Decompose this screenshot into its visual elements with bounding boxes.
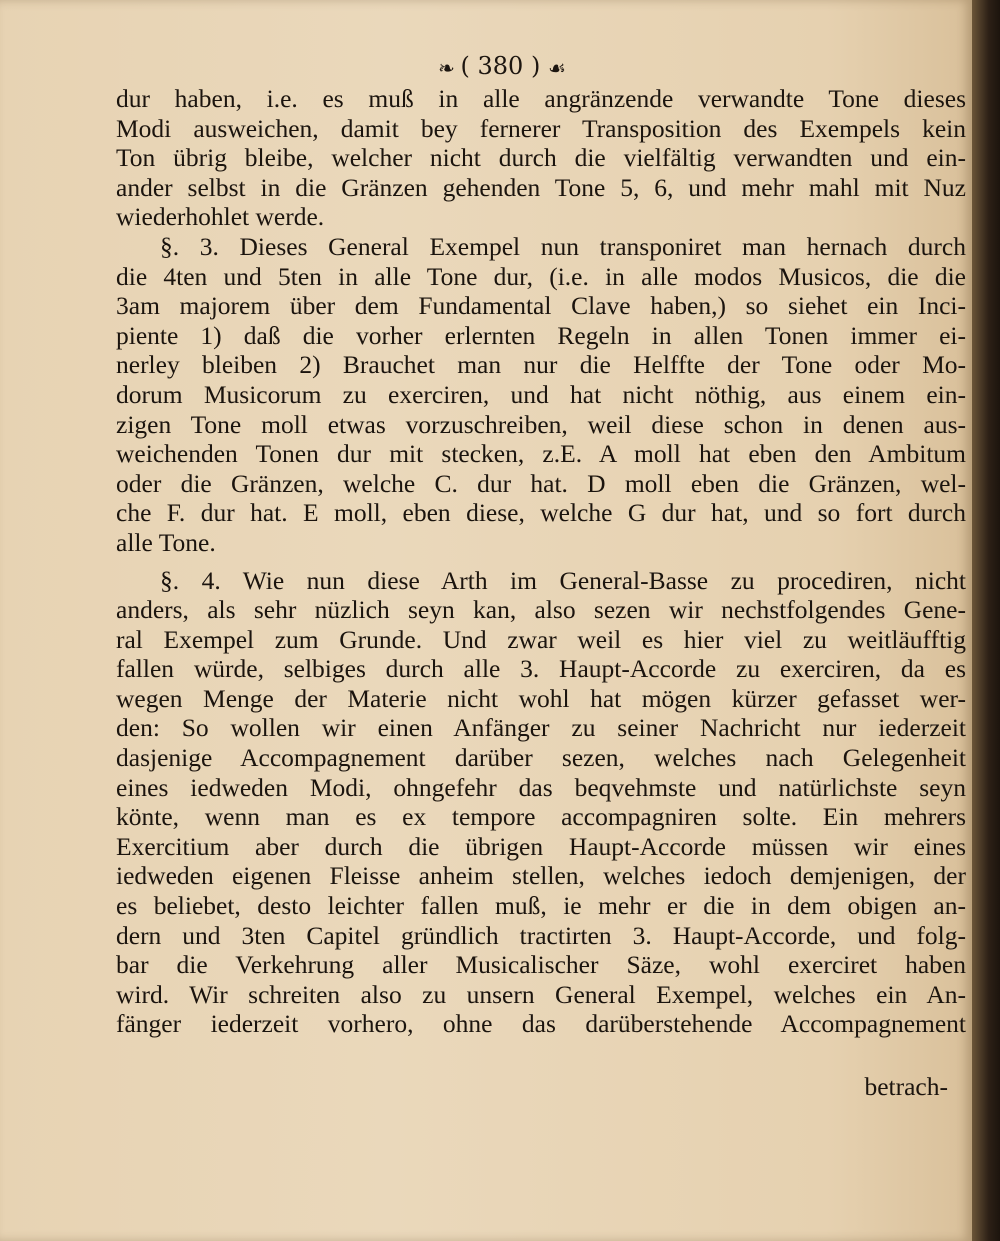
paragraph-2 xyxy=(116,232,966,558)
page-header xyxy=(0,52,972,88)
page-number: ( 380 ) xyxy=(460,52,541,80)
text-line: Ton übrig bleibe, welcher nicht durch die vielfältig verwandten und ein- xyxy=(116,143,966,173)
text-line: fänger iederzeit vorhero, ohne das darüberstehende Accompagnement xyxy=(116,1009,966,1039)
text-line: wiederhohlet werde. xyxy=(116,202,325,232)
text-line: alle Tone. xyxy=(116,527,216,557)
text-line: oder die Gränzen, welche C. dur hat. D moll eben die Gränzen, wel- xyxy=(116,468,966,498)
text-line: ander selbst in die Gränzen gehenden Tone 5, 6, und mehr mahl mit Nuz xyxy=(116,172,966,202)
text-line: §. 3. Dieses General Exempel nun transponiret man hernach durch xyxy=(160,231,966,261)
ornament-left-icon: ❧ xyxy=(438,55,453,80)
text-line: nerley bleiben 2) Brauchet man nur die Helffte der Tone oder Mo- xyxy=(116,350,966,380)
text-line: es beliebet, desto leichter fallen muß, ie mehr er die in dem obigen an- xyxy=(116,891,966,921)
text-line: wegen Menge der Materie nicht wohl hat mögen kürzer gefasset wer- xyxy=(116,683,966,713)
ornament-right-icon: ☙ xyxy=(547,55,564,80)
text-line: §. 4. Wie nun diese Arth im General-Basse zu procediren, nicht xyxy=(160,565,966,595)
text-line: piente 1) daß die vorher erlernten Regeln in allen Tonen immer ei- xyxy=(116,320,966,350)
text-line: weichenden Tonen dur mit stecken, z.E. A moll hat eben den Ambitum xyxy=(116,439,966,469)
book-spine-edge xyxy=(972,0,1000,1241)
text-line: könte, wenn man es ex tempore accompagniren solte. Ein mehrers xyxy=(116,802,966,832)
text-line: 3am majorem über dem Fundamental Clave haben,) so siehet ein Inci- xyxy=(116,291,966,321)
text-line: fallen würde, selbiges durch alle 3. Haupt-Accorde zu exerciren, da es xyxy=(116,654,966,684)
body-text xyxy=(116,84,966,1039)
text-line: iedweden eigenen Fleisse anheim stellen, welches iedoch demjenigen, der xyxy=(116,861,966,891)
catchword: betrach- xyxy=(864,1072,948,1101)
text-line: ral Exempel zum Grunde. Und zwar weil es hier viel zu weitläufftig xyxy=(116,624,966,654)
text-line: Modi ausweichen, damit bey fernerer Transposition des Exempels kein xyxy=(116,113,966,143)
text-line: dorum Musicorum zu exerciren, und hat nicht nöthig, aus einem ein- xyxy=(116,379,966,409)
text-line: den: So wollen wir einen Anfänger zu seiner Nachricht nur iederzeit xyxy=(116,713,966,743)
text-line: bar die Verkehrung aller Musicalischer Säze, wohl exerciret haben xyxy=(116,950,966,980)
text-line: wird. Wir schreiten also zu unsern General Exempel, welches ein An- xyxy=(116,979,966,1009)
text-line: eines iedweden Modi, ohngefehr das beqvehmste und natürlichste seyn xyxy=(116,772,966,802)
paragraph-1 xyxy=(116,84,966,232)
paragraph-3 xyxy=(116,566,966,1040)
text-line: dasjenige Accompagnement darüber sezen, welches nach Gelegenheit xyxy=(116,743,966,773)
text-line: dur haben, i.e. es muß in alle angränzende verwandte Tone dieses xyxy=(116,84,966,113)
text-line: Exercitium aber durch die übrigen Haupt-Accorde müssen wir eines xyxy=(116,831,966,861)
text-line: che F. dur hat. E moll, eben diese, welche G dur hat, und so fort durch xyxy=(116,498,966,528)
text-line: die 4ten und 5ten in alle Tone dur, (i.e. in alle modos Musicos, die die xyxy=(116,261,966,291)
text-line: zigen Tone moll etwas vorzuschreiben, weil diese schon in denen aus- xyxy=(116,409,966,439)
text-line: anders, als sehr nüzlich seyn kan, also sezen wir nechstfolgendes Gene- xyxy=(116,595,966,625)
text-line: dern und 3ten Capitel gründlich tractirten 3. Haupt-Accorde, und folg- xyxy=(116,920,966,950)
